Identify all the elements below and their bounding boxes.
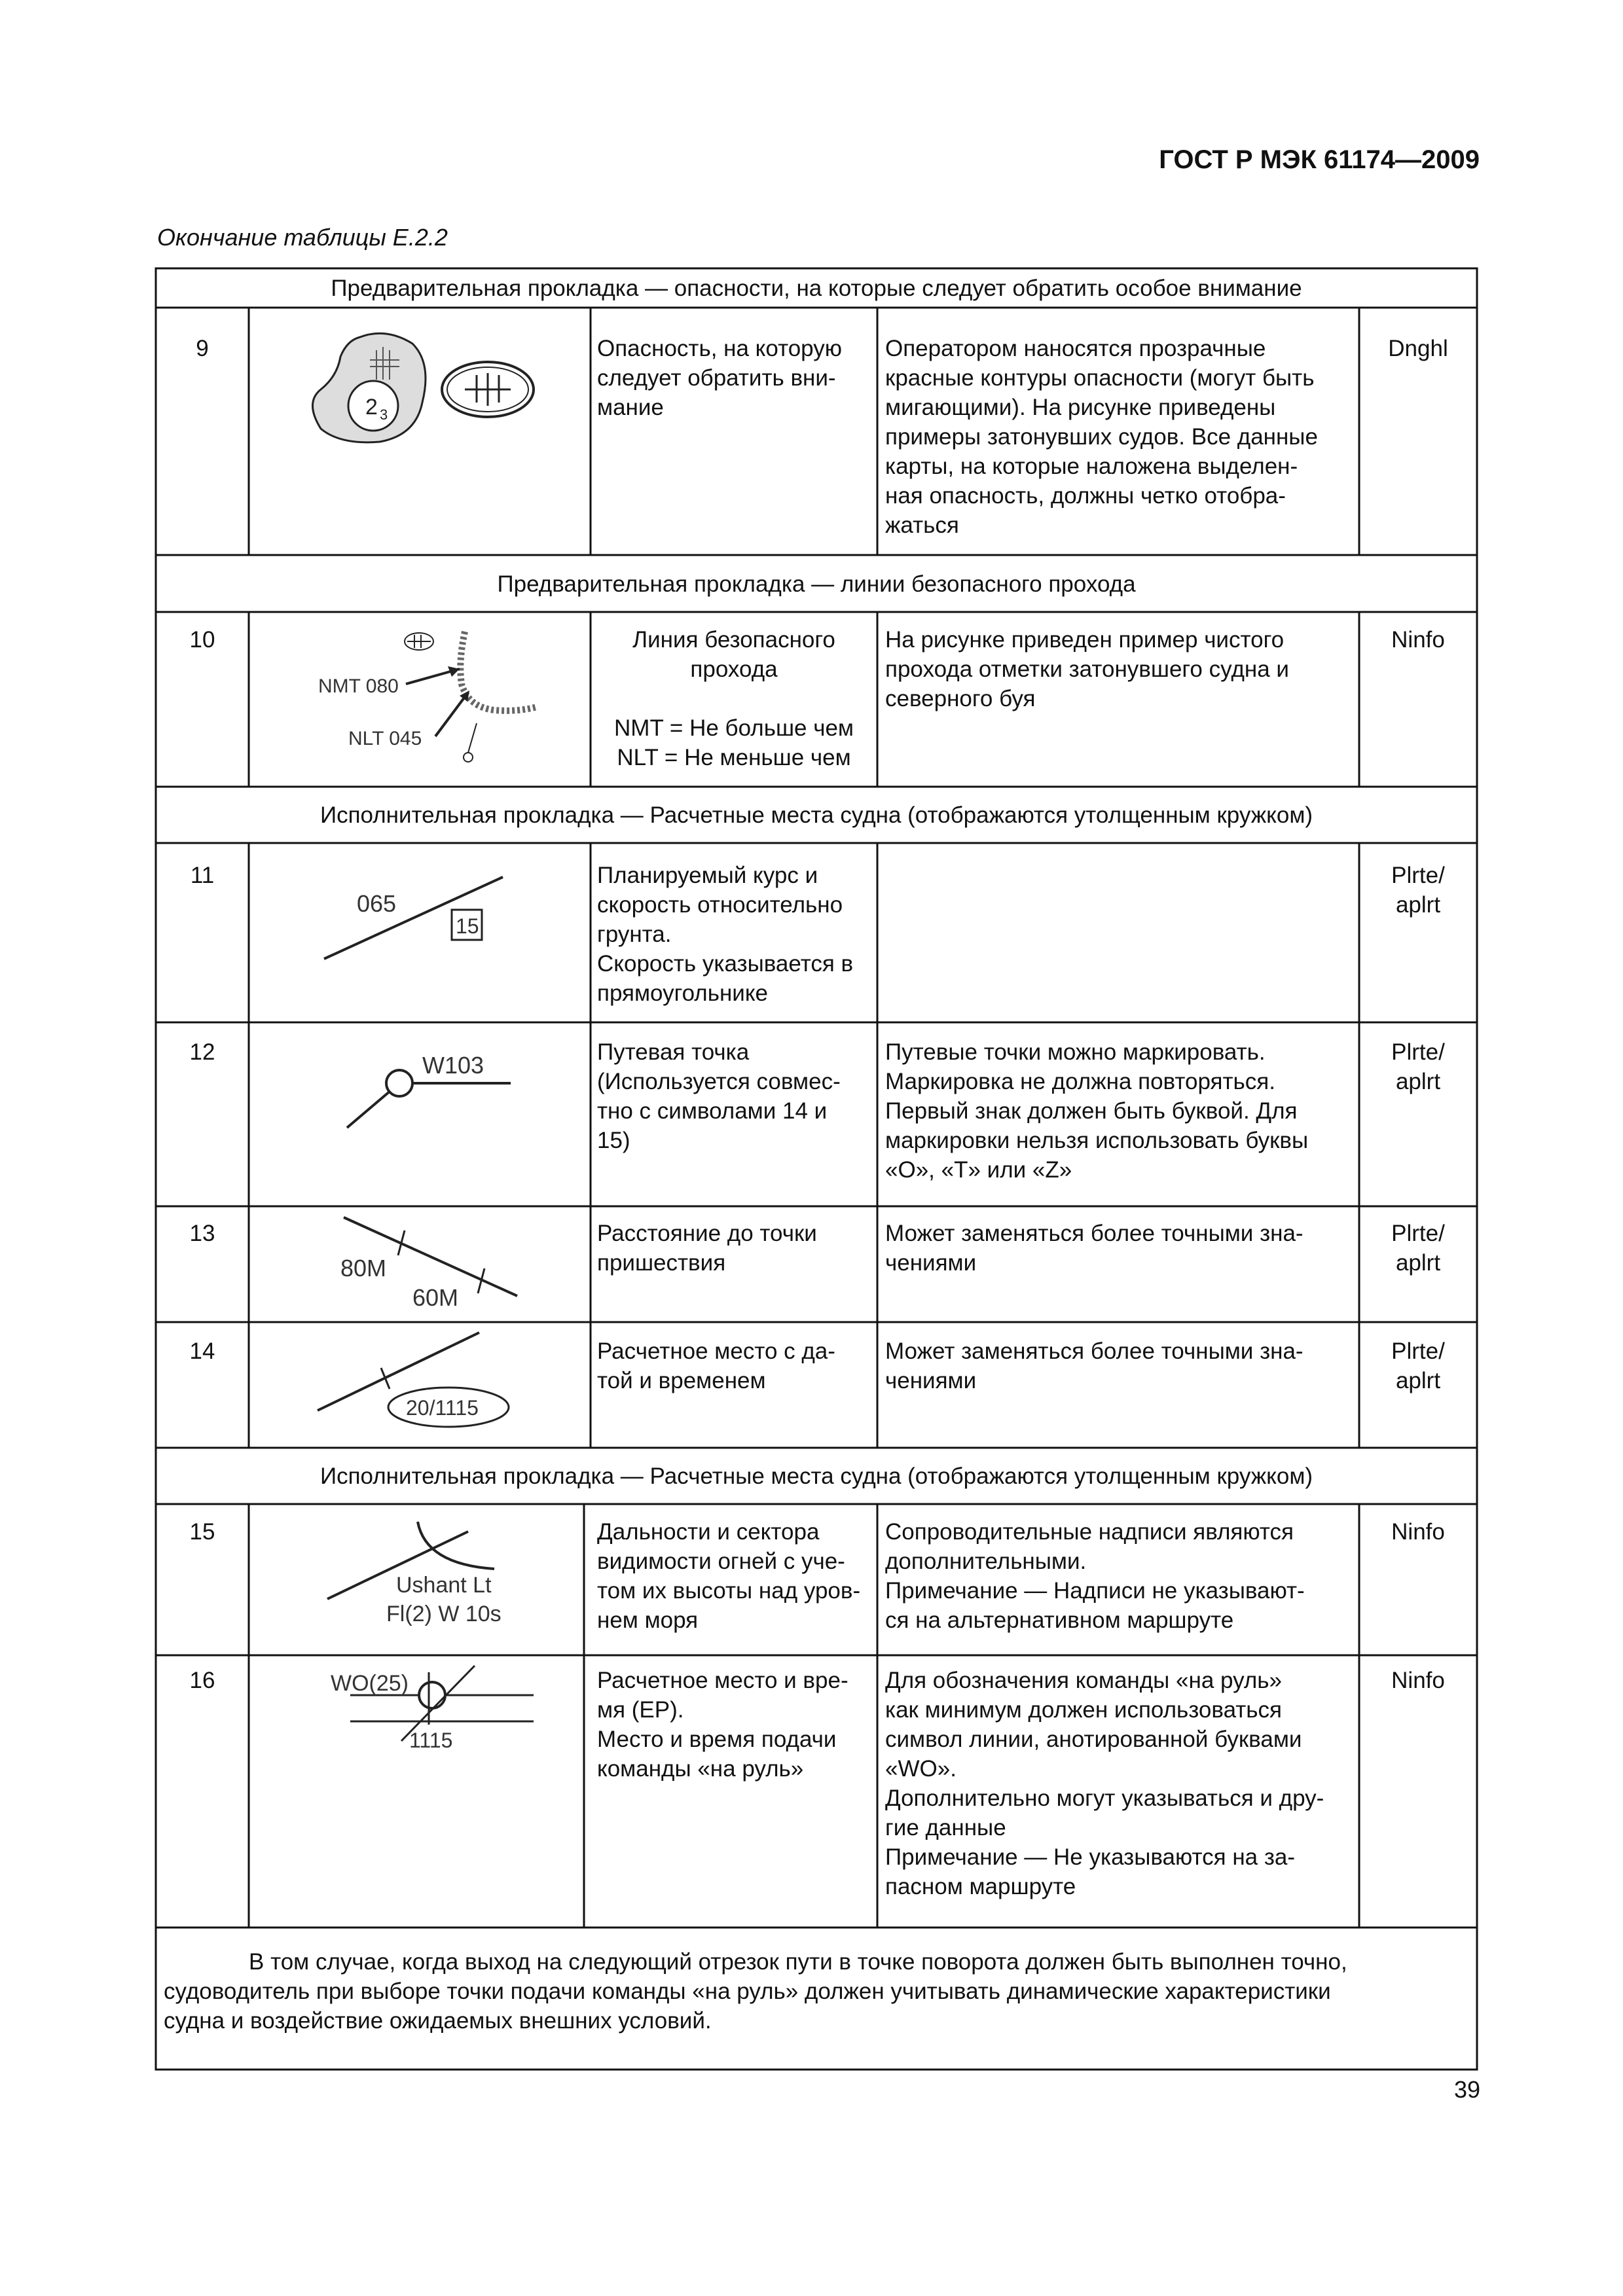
row-note: Оператором наносятся прозрачные красные контуры опасности (могут быть мигающими). На рисунке приведены примеры затонувших судов. Все данные карты, на которые наложена выделен- ная опасность, должны четко отобра- жаться (885, 336, 1318, 538)
svg-text:60M: 60M (412, 1284, 459, 1311)
row-number: 13 (189, 1221, 215, 1246)
row-code: Ninfo (1391, 627, 1445, 653)
svg-text:Ushant Lt: Ushant Lt (396, 1573, 492, 1598)
section-header-clearing-lines: Предварительная прокладка — линии безопасного прохода (497, 571, 1136, 597)
table-footnote: В том случае, когда выход на следующий отрезок пути в точке поворота должен быть выполнен точно, судоводитель при выборе точки подачи команды «на руль» должен учитывать динамические характеристики судна и воздействие ожидаемых внешних условий. (164, 1949, 1347, 2034)
estimated-position-symbol (308, 1329, 530, 1443)
svg-text:1115: 1115 (409, 1729, 453, 1752)
svg-text:NMT 080: NMT 080 (318, 675, 399, 697)
row-number: 11 (190, 863, 215, 888)
light-sector-symbol (321, 1509, 543, 1640)
svg-text:3: 3 (380, 406, 388, 423)
row-number: 10 (189, 627, 215, 653)
row-note: Может заменяться более точными зна- чениями (885, 1338, 1304, 1393)
row-code: Plrte/ aplrt (1391, 1039, 1445, 1094)
document-header: ГОСТ Р МЭК 61174—2009 (1159, 145, 1480, 174)
row-note: Может заменяться более точными зна- чениями (885, 1221, 1304, 1276)
row-code: Dnghl (1388, 336, 1448, 361)
svg-text:2: 2 (365, 395, 378, 420)
row-description: Путевая точка (Используется совмес- тно с символами 14 и 15) (597, 1039, 841, 1153)
svg-text:NLT 045: NLT 045 (348, 728, 422, 749)
row-number: 9 (196, 336, 209, 361)
row-code: Plrte/ aplrt (1391, 863, 1445, 918)
row-description: Дальности и сектора видимости огней с уче- том их высоты над уров- нем моря (597, 1519, 861, 1633)
section-header-hazards: Предварительная прокладка — опасности, на которые следует обратить особое внимание (331, 276, 1302, 301)
row-note: На рисунке приведен пример чистого прохода отметки затонувшего судна и северного буя (885, 627, 1289, 711)
row-note: Сопроводительные надписи являются дополнительными. Примечание — Надписи не указывают- ся на альтернативном маршруте (885, 1519, 1305, 1633)
row-code: Plrte/ aplrt (1391, 1221, 1445, 1276)
row-description: Опасность, на которую следует обратить вни- мание (597, 336, 842, 420)
row-number: 14 (189, 1338, 215, 1364)
svg-text:20/1115: 20/1115 (406, 1396, 479, 1420)
section-header-positions-2: Исполнительная прокладка — Расчетные места судна (отображаются утолщенным кружком) (319, 1463, 1313, 1489)
row-description: Планируемый курс и скорость относительно грунта. Скорость указывается в прямоугольнике (597, 863, 854, 1006)
hazard-symbol (301, 324, 550, 455)
page-number: 39 (1453, 2076, 1480, 2103)
row-code: Ninfo (1391, 1519, 1445, 1545)
table-caption: Окончание таблицы Е.2.2 (157, 224, 448, 251)
svg-text:065: 065 (357, 890, 397, 917)
row-number: 16 (189, 1668, 215, 1693)
svg-text:W103: W103 (422, 1052, 484, 1079)
section-header-positions-1: Исполнительная прокладка — Расчетные места судна (отображаются утолщенным кружком) (319, 802, 1313, 828)
svg-text:80M: 80M (340, 1255, 387, 1282)
row-number: 15 (189, 1519, 215, 1545)
row-note: Для обозначения команды «на руль» как минимум должен использоваться символ линии, анотированной буквами «WO». Дополнительно могут указываться и дру- гие данные Примечание — Не указываются на за- пасном маршруте (885, 1668, 1324, 1899)
svg-text:15: 15 (456, 914, 479, 938)
waypoint-symbol (334, 1041, 524, 1139)
svg-text:WO(25): WO(25) (331, 1671, 409, 1696)
row-code: Plrte/ aplrt (1391, 1338, 1445, 1393)
row-note: Путевые точки можно маркировать. Маркировка не должна повторяться. Первый знак должен быть буквой. Для маркировки нельзя использовать буквы «O», «T» или «Z» (885, 1039, 1309, 1183)
row-description: Расчетное место с да- той и временем (597, 1338, 835, 1393)
row-number: 12 (189, 1039, 215, 1065)
row-code: Ninfo (1391, 1668, 1445, 1693)
distance-to-go-symbol (327, 1211, 537, 1319)
planned-course-symbol (314, 864, 530, 975)
row-description: Расстояние до точки пришествия (597, 1221, 817, 1276)
wheel-over-symbol (324, 1659, 547, 1757)
svg-text:Fl(2) W 10s: Fl(2) W 10s (386, 1602, 501, 1626)
row-description: Линия безопасного прохода NMT = Не больше чем NLT = Не меньше чем (614, 627, 854, 770)
row-description: Расчетное место и вре- мя (ЕР). Место и время подачи команды «на руль» (597, 1668, 848, 1782)
clearing-line-symbol (308, 622, 570, 779)
